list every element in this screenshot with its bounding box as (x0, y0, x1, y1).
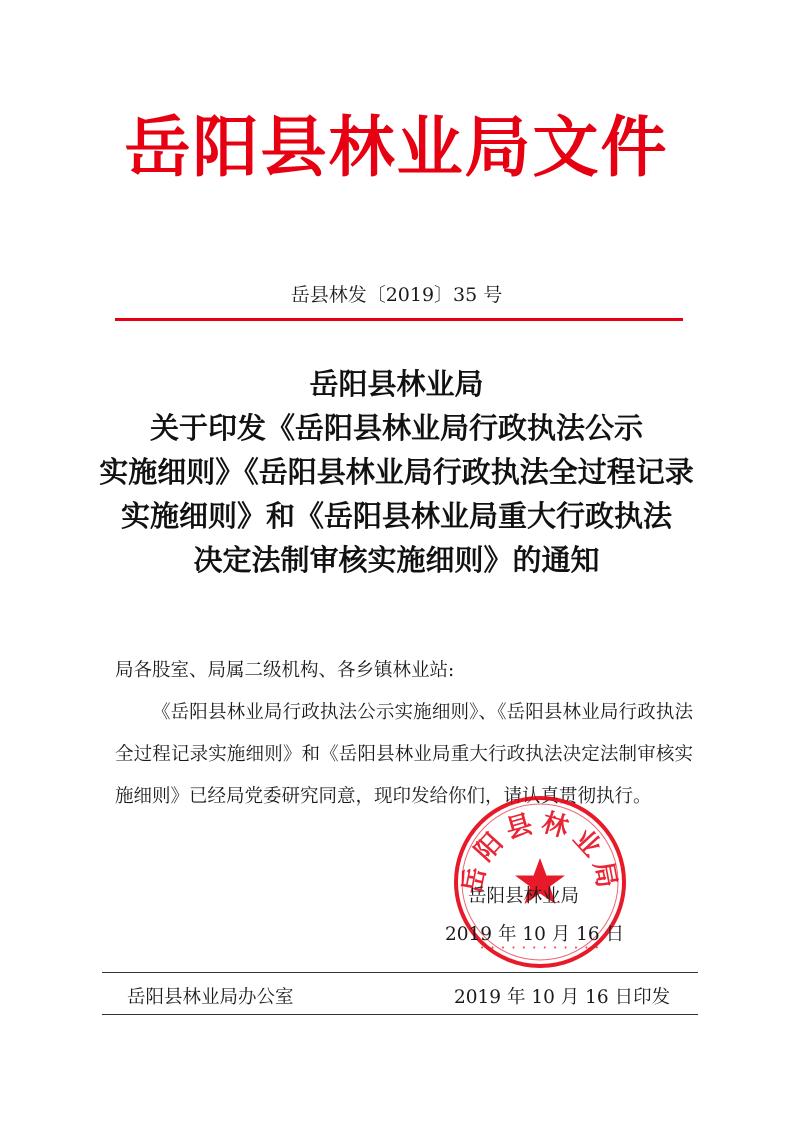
notice-heading (60, 362, 733, 582)
svg-text:岳阳县林业局: 岳阳县林业局 (457, 807, 623, 897)
heading-line-1: 岳阳县林业局 (309, 367, 484, 401)
heading-line-4: 实施细则》和《岳阳县林业局重大行政执法 (120, 499, 672, 533)
salutation: 局各股室、局属二级机构、各乡镇林业站: (115, 660, 455, 681)
red-separator-line (115, 318, 683, 321)
heading-line-3: 实施细则》《岳阳县林业局行政执法全过程记录 (99, 455, 694, 489)
issuer-title: 岳阳县林业局文件 (124, 109, 669, 186)
heading-line-5: 决定法制审核实施细则》的通知 (193, 543, 600, 577)
signature-date: 2019 年 10 月 16 日 (445, 924, 625, 945)
svg-text:• • • • • • • • • • • •: • • • • • • • • • • • • (480, 944, 600, 952)
body-paragraph: 《岳阳县林业局行政执法公示实施细则》、《岳阳县林业局行政执法全过程记录实施细则》和《岳阳县林业局重大行政执法决定法制审核实施细则》已经局党委研究同意，现印发给你们，请认真贯彻执行。 (115, 702, 693, 807)
body-text (115, 650, 693, 818)
heading-line-2: 关于印发《岳阳县林业局行政执法公示 (149, 411, 643, 445)
signer-name: 岳阳县林业局 (468, 886, 580, 907)
footer-bottom-rule (102, 1014, 698, 1015)
footer-print-date: 2019 年 10 月 16 日印发 (454, 987, 671, 1008)
document-number: 岳县林发〔2019〕35 号 (290, 284, 503, 306)
footer-office: 岳阳县林业局办公室 (127, 987, 294, 1008)
footer-top-rule (102, 972, 698, 973)
